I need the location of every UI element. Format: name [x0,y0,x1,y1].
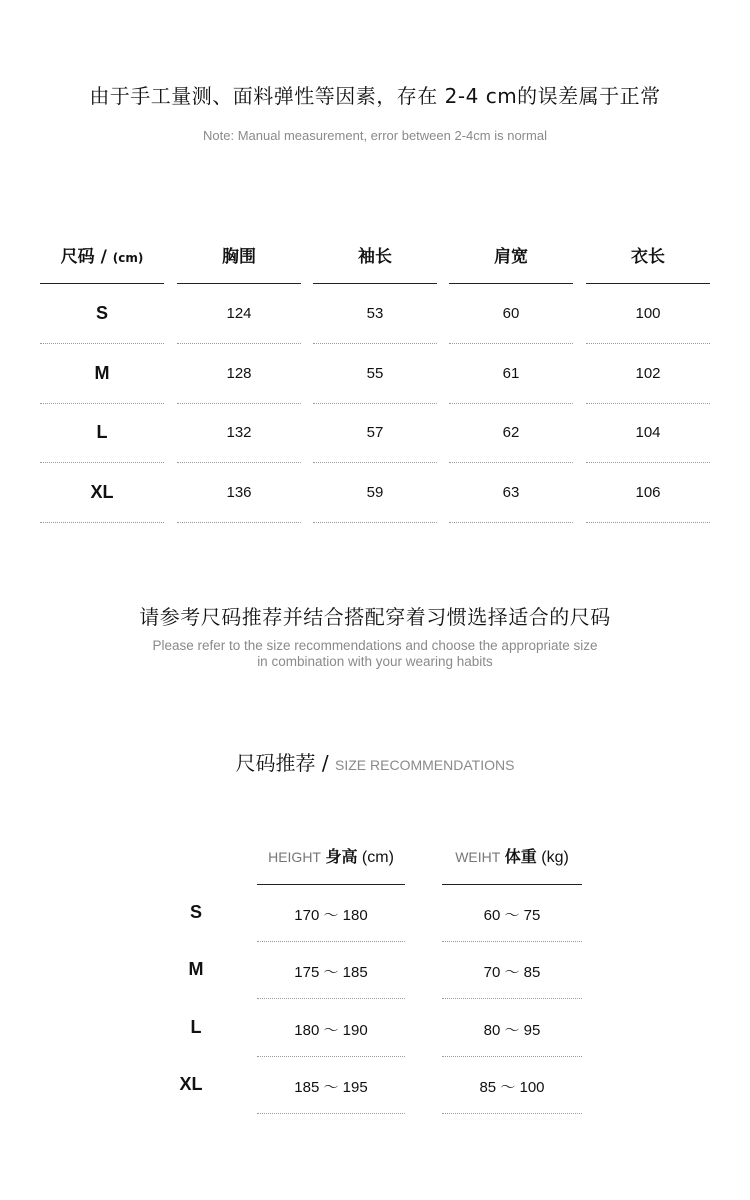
cell-height: 180 ～ 190 [294,1022,368,1039]
cell-chest: 132 [226,424,252,441]
row-divider [177,403,301,404]
row-divider [442,998,582,999]
cell-weight: 70 ～ 85 [483,964,541,981]
recommendations-title [0,747,750,776]
header-height-unit: (cm) [361,849,394,866]
header-weight-unit: (kg) [541,849,569,866]
row-divider [313,522,437,523]
cell-chest: 124 [226,305,252,322]
header-height [256,844,406,867]
cell-height: 170 ～ 180 [294,907,368,924]
row-divider [40,462,164,463]
header-height-en: HEIGHT [268,849,321,865]
row-divider [40,403,164,404]
header-sleeve: 袖长 [358,247,392,267]
header-divider [177,283,301,284]
header-height-cn: 身高 [325,847,358,866]
row-divider [449,403,573,404]
cell-sleeve: 55 [366,365,384,382]
row-divider [449,522,573,523]
header-shoulder: 肩宽 [494,247,528,267]
header-length: 衣长 [631,247,665,267]
cell-size: S [95,303,108,323]
row-divider [257,941,405,942]
cell-weight: 80 ～ 95 [483,1022,541,1039]
cell-height: 175 ～ 185 [294,964,368,981]
row-divider [177,522,301,523]
cell-shoulder: 63 [502,484,520,501]
cell-size: M [94,363,110,383]
cell-size: L [190,1017,202,1037]
cell-sleeve: 57 [366,424,384,441]
row-divider [40,343,164,344]
row-divider [40,522,164,523]
header-size-label: 尺码 / [60,247,107,267]
row-divider [586,522,710,523]
row-divider [442,1113,582,1114]
cell-size: M [188,959,204,979]
row-divider [449,462,573,463]
header-chest: 胸围 [222,247,256,267]
cell-sleeve: 53 [366,305,384,322]
cell-length: 104 [635,424,661,441]
recommendations-title-cn: 尺码推荐 / [235,751,329,775]
cell-sleeve: 59 [366,484,384,501]
cell-size: L [96,422,108,442]
row-divider [257,998,405,999]
row-divider [313,343,437,344]
cell-size: XL [179,1074,203,1094]
header-weight [441,844,583,867]
cell-length: 100 [635,305,661,322]
row-divider [257,1113,405,1114]
row-divider [586,462,710,463]
cell-weight: 60 ～ 75 [483,907,541,924]
cell-weight: 85 ～ 100 [479,1079,545,1096]
row-divider [442,1056,582,1057]
header-size-unit: (cm) [112,251,144,265]
cell-size: S [189,902,202,922]
cell-shoulder: 60 [502,305,520,322]
advice-title: 请参考尺码推荐并结合搭配穿着习惯选择适合的尺码 [139,605,611,629]
cell-shoulder: 62 [502,424,520,441]
header-weight-cn: 体重 [504,847,537,866]
cell-height: 185 ～ 195 [294,1079,368,1096]
row-divider [313,462,437,463]
cell-length: 102 [635,365,661,382]
row-divider [177,343,301,344]
row-divider [313,403,437,404]
row-divider [442,941,582,942]
header-divider [313,283,437,284]
cell-size: XL [90,482,114,502]
row-divider [257,1056,405,1057]
notice-title: 由于手工量测、面料弹性等因素，存在 2-4 cm的误差属于正常 [89,84,661,108]
cell-shoulder: 61 [502,365,520,382]
header-divider [40,283,164,284]
header-divider [257,884,405,885]
header-weight-en: WEIHT [455,849,501,865]
row-divider [586,343,710,344]
advice-subtitle-line2: in combination with your wearing habits [257,654,493,669]
row-divider [449,343,573,344]
header-divider [449,283,573,284]
notice-subtitle: Note: Manual measurement, error between 2-4cm is normal [203,128,547,143]
header-size [40,242,164,267]
cell-length: 106 [635,484,661,501]
header-divider [442,884,582,885]
row-divider [586,403,710,404]
header-divider [586,283,710,284]
row-divider [177,462,301,463]
cell-chest: 136 [226,484,252,501]
recommendations-title-en: SIZE RECOMMENDATIONS [335,757,515,773]
advice-subtitle-line1: Please refer to the size recommendations and choose the appropriate size [152,638,598,653]
cell-chest: 128 [226,365,252,382]
